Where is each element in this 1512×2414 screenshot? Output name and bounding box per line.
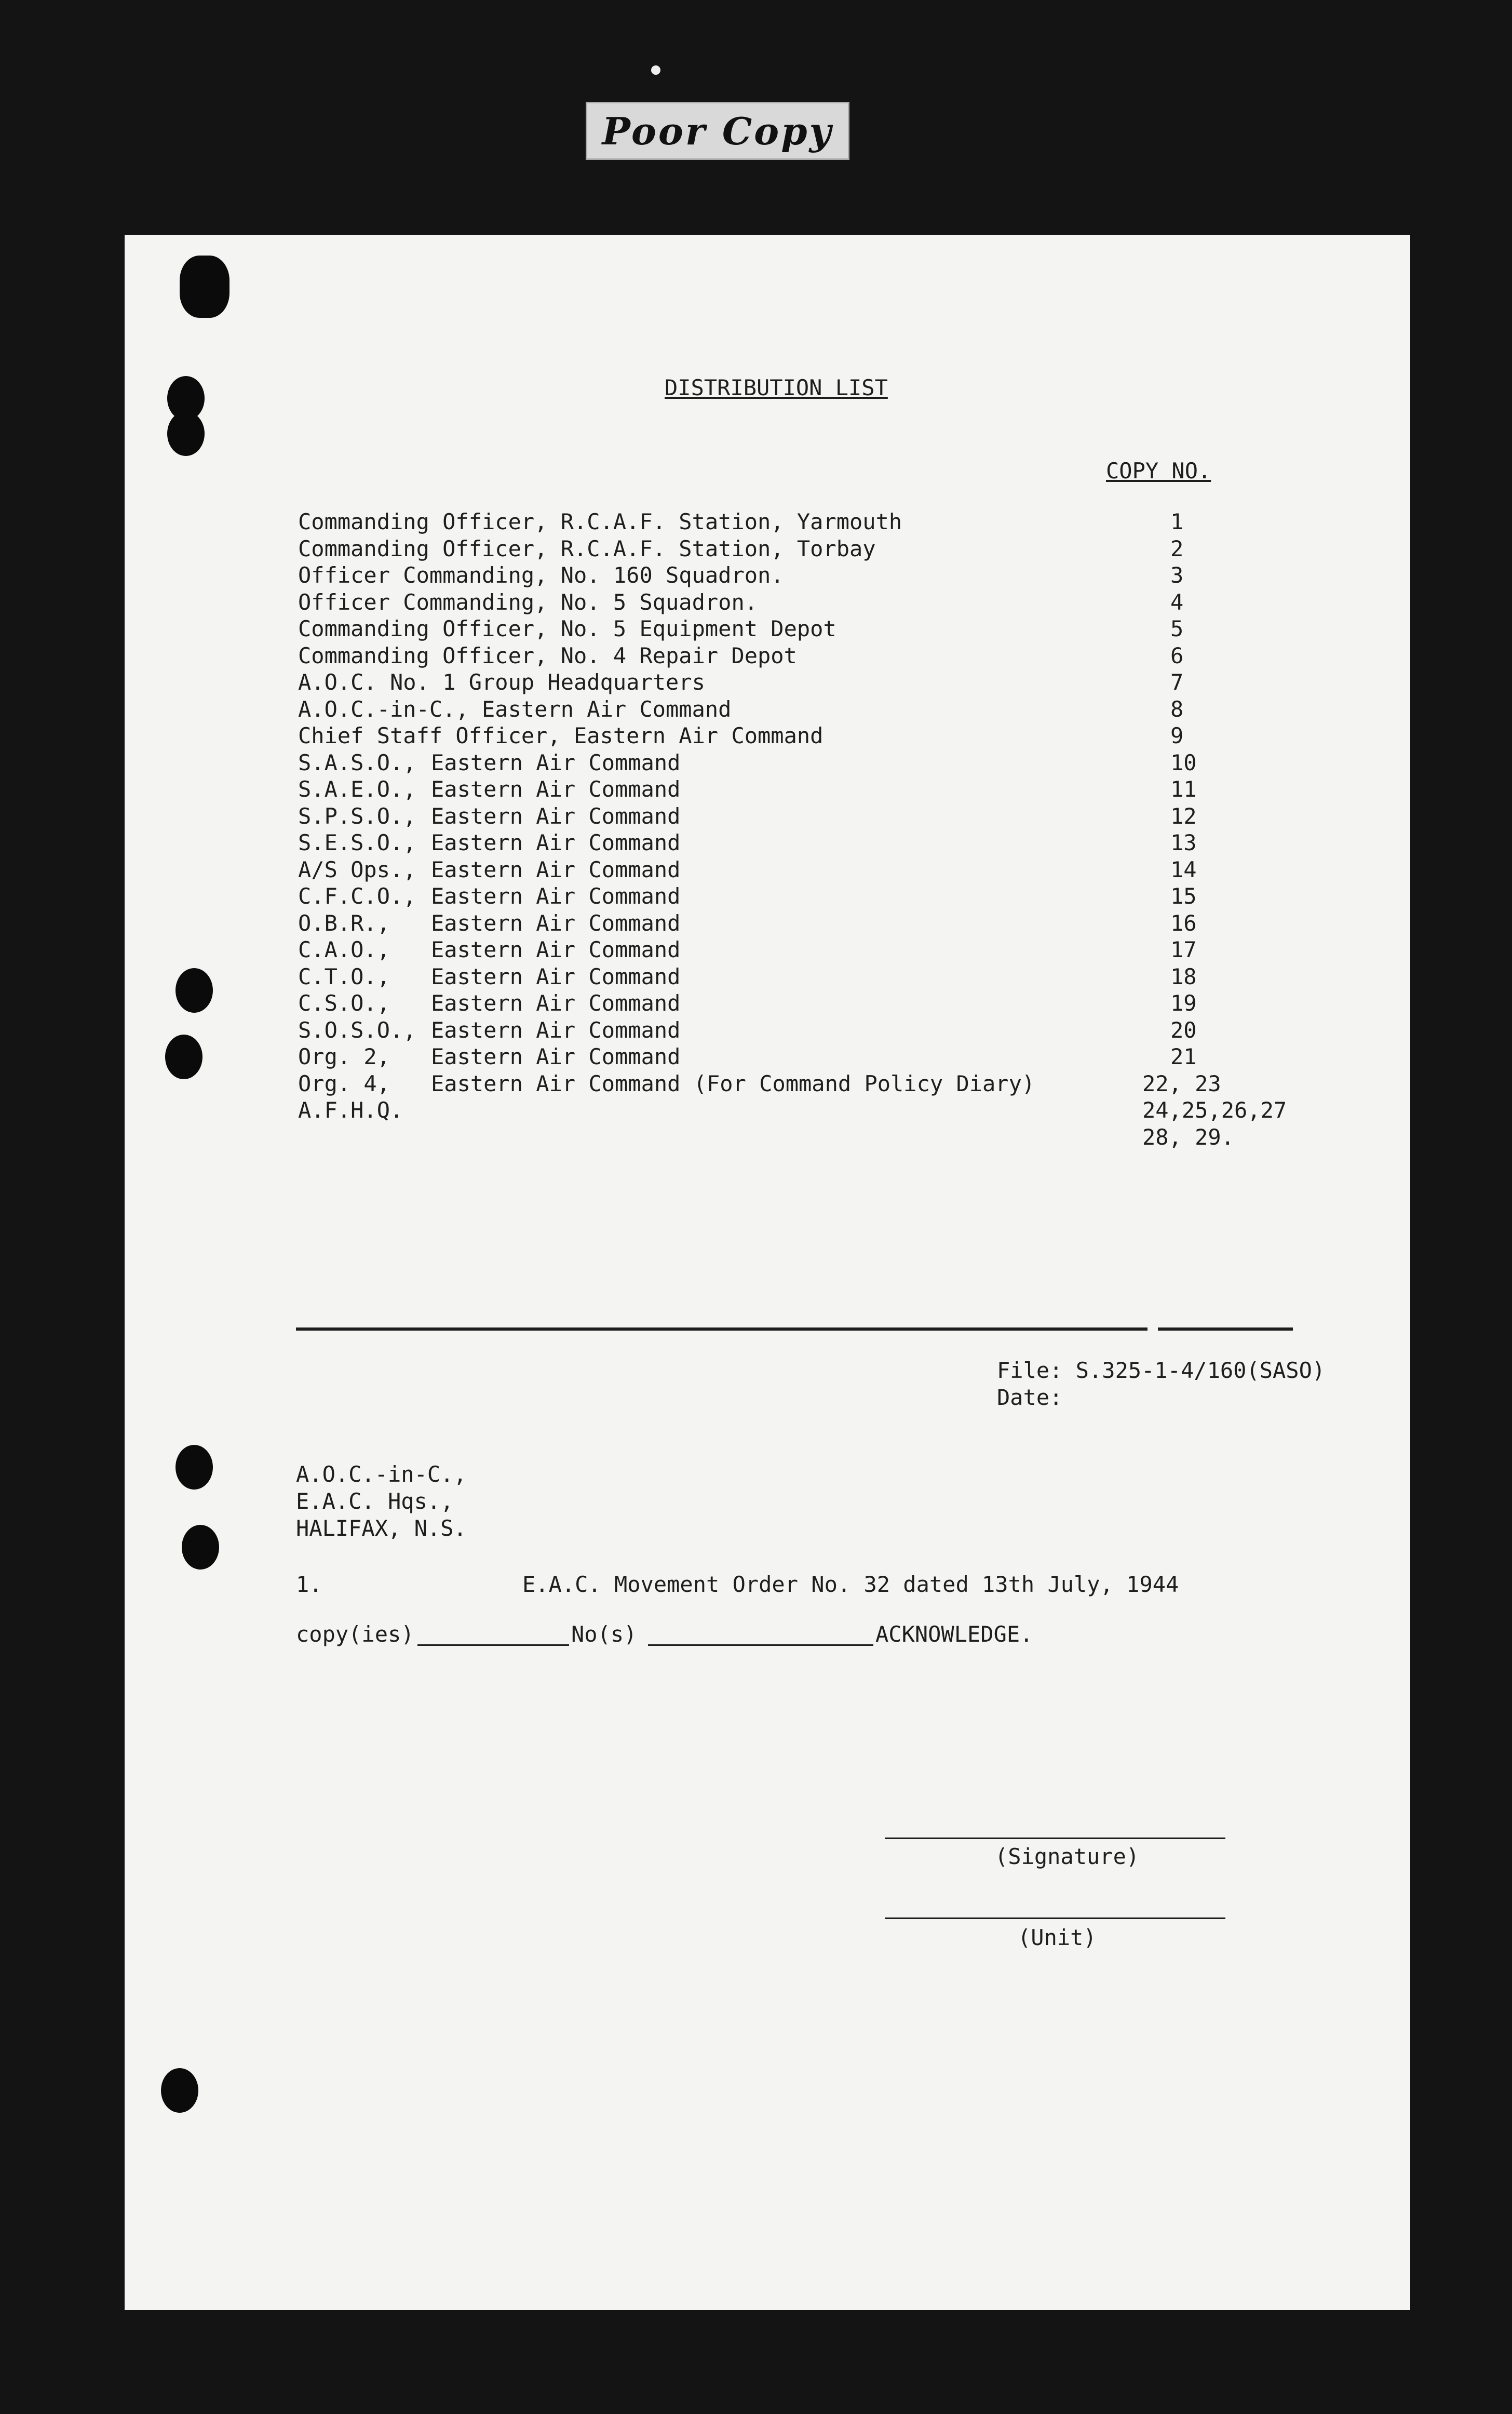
entry-recipient: S.A.E.O., [298, 776, 416, 802]
entry-recipient: S.O.S.O., [298, 1017, 416, 1043]
distribution-entry [298, 857, 1326, 883]
entry-copy-number: 8 [1170, 696, 1184, 722]
entry-copy-number: 6 [1170, 642, 1184, 668]
entry-recipient: C.T.O., [298, 963, 390, 989]
unit-line [885, 1917, 1225, 1919]
distribution-entry [298, 509, 1326, 535]
distribution-entry [298, 910, 1326, 936]
distribution-entry [298, 803, 1326, 829]
entry-recipient: Commanding Officer, R.C.A.F. Station, Torbay [298, 535, 876, 561]
entry-section: Eastern Air Command [431, 1044, 681, 1069]
entry-section: Eastern Air Command [431, 856, 681, 882]
separator-line [296, 1327, 1148, 1331]
entry-copy-number: 24,25,26,27 [1142, 1097, 1287, 1123]
poor-copy-label [586, 102, 849, 160]
entry-copy-number: 21 [1170, 1044, 1197, 1069]
address-line-3: HALIFAX, N.S. [296, 1516, 467, 1541]
entry-copy-number: 4 [1170, 589, 1184, 615]
unit-label: (Unit) [1018, 1925, 1097, 1950]
entry-copy-number: 28, 29. [1142, 1124, 1235, 1150]
distribution-entry [298, 669, 1326, 695]
entry-section: Eastern Air Command (For Command Policy Diary) [431, 1070, 1035, 1096]
distribution-entry [298, 589, 1326, 615]
punch-hole [176, 968, 213, 1013]
entry-copy-number: 2 [1170, 535, 1184, 561]
entry-recipient: S.P.S.O., [298, 803, 416, 829]
item-text: E.A.C. Movement Order No. 32 dated 13th July, 1944 [522, 1572, 1179, 1597]
ink-blot [180, 256, 230, 318]
entry-recipient: Commanding Officer, No. 5 Equipment Depot [298, 616, 836, 641]
signature-line [885, 1838, 1225, 1839]
distribution-entry [298, 536, 1326, 562]
entry-copy-number: 1 [1170, 509, 1184, 534]
entry-section: Eastern Air Command [431, 883, 681, 909]
ack-numbers-label: No(s) [571, 1621, 637, 1647]
poor-copy-text: Poor Copy [602, 109, 833, 153]
date-label: Date: [997, 1385, 1063, 1410]
entry-copy-number: 11 [1170, 776, 1197, 802]
entry-recipient: C.A.O., [298, 937, 390, 962]
entry-copy-number: 5 [1170, 616, 1184, 641]
distribution-entry [298, 643, 1326, 669]
entry-copy-number: 19 [1170, 990, 1197, 1016]
entry-copy-number: 22, 23 [1142, 1070, 1221, 1096]
entry-copy-number: 3 [1170, 562, 1184, 588]
entry-copy-number: 18 [1170, 963, 1197, 989]
document-sheet [125, 235, 1410, 2310]
entry-copy-number: 15 [1170, 883, 1197, 909]
entry-copy-number: 16 [1170, 910, 1197, 936]
entry-recipient: A.O.C. No. 1 Group Headquarters [298, 669, 705, 695]
distribution-entry [298, 696, 1326, 722]
ack-numbers-blank [648, 1644, 873, 1646]
punch-hole [176, 1445, 213, 1490]
distribution-entry [298, 616, 1326, 642]
punch-hole [161, 2068, 198, 2113]
entry-recipient: S.E.S.O., [298, 830, 416, 855]
distribution-entry [298, 750, 1326, 776]
distribution-entry [298, 1124, 1326, 1150]
entry-section: Eastern Air Command [431, 1017, 681, 1043]
entry-copy-number: 13 [1170, 830, 1197, 855]
entry-copy-number: 12 [1170, 803, 1197, 829]
entry-recipient: Commanding Officer, No. 4 Repair Depot [298, 642, 797, 668]
address-line-2: E.A.C. Hqs., [296, 1488, 454, 1514]
entry-copy-number: 20 [1170, 1017, 1197, 1043]
distribution-entry [298, 964, 1326, 990]
item-number: 1. [296, 1572, 322, 1597]
distribution-entry [298, 562, 1326, 588]
entry-section: Eastern Air Command [431, 830, 681, 855]
separator-line-short [1158, 1327, 1293, 1331]
address-line-1: A.O.C.-in-C., [296, 1461, 467, 1487]
signature-label: (Signature) [995, 1844, 1140, 1869]
entry-copy-number: 10 [1170, 749, 1197, 775]
distribution-entry [298, 1017, 1326, 1043]
entry-section: Eastern Air Command [431, 776, 681, 802]
ack-copies-blank [417, 1644, 569, 1646]
entry-recipient: S.A.S.O., [298, 749, 416, 775]
distribution-entry [298, 776, 1326, 802]
entry-recipient: Commanding Officer, R.C.A.F. Station, Yarmouth [298, 509, 902, 534]
entry-copy-number: 7 [1170, 669, 1184, 695]
entry-copy-number: 14 [1170, 856, 1197, 882]
copy-number-header: COPY NO. [1106, 458, 1211, 484]
entry-recipient: A.O.C.-in-C., Eastern Air Command [298, 696, 732, 722]
entry-section: Eastern Air Command [431, 937, 681, 962]
entry-section: Eastern Air Command [431, 990, 681, 1016]
distribution-entry [298, 883, 1326, 909]
ack-copies-label: copy(ies) [296, 1621, 414, 1647]
entry-recipient: Org. 2, [298, 1044, 390, 1069]
distribution-entry [298, 830, 1326, 856]
entry-section: Eastern Air Command [431, 963, 681, 989]
distribution-entry [298, 937, 1326, 963]
entry-copy-number: 9 [1170, 723, 1184, 748]
file-reference: File: S.325-1-4/160(SASO) [997, 1358, 1326, 1383]
entry-section: Eastern Air Command [431, 803, 681, 829]
entry-section: Eastern Air Command [431, 910, 681, 936]
entry-recipient: C.S.O., [298, 990, 390, 1016]
distribution-entry [298, 1071, 1326, 1097]
punch-hole [165, 1035, 203, 1079]
punch-hole [182, 1525, 219, 1570]
distribution-entry [298, 1044, 1326, 1070]
entry-copy-number: 17 [1170, 937, 1197, 962]
entry-recipient: Officer Commanding, No. 5 Squadron. [298, 589, 758, 615]
entry-recipient: Officer Commanding, No. 160 Squadron. [298, 562, 784, 588]
entry-recipient: A.F.H.Q. [298, 1097, 403, 1123]
entry-recipient: A/S Ops., [298, 856, 416, 882]
acknowledge-text: ACKNOWLEDGE. [875, 1621, 1033, 1647]
distribution-entry [298, 1097, 1326, 1123]
entry-recipient: Chief Staff Officer, Eastern Air Command [298, 723, 824, 748]
entry-recipient: C.F.C.O., [298, 883, 416, 909]
distribution-list-title: DISTRIBUTION LIST [665, 375, 888, 400]
distribution-entry [298, 990, 1326, 1016]
punch-hole [167, 411, 205, 456]
entry-section: Eastern Air Command [431, 749, 681, 775]
entry-recipient: O.B.R., [298, 910, 390, 936]
film-speck [651, 65, 660, 75]
entry-recipient: Org. 4, [298, 1070, 390, 1096]
distribution-entry [298, 723, 1326, 749]
